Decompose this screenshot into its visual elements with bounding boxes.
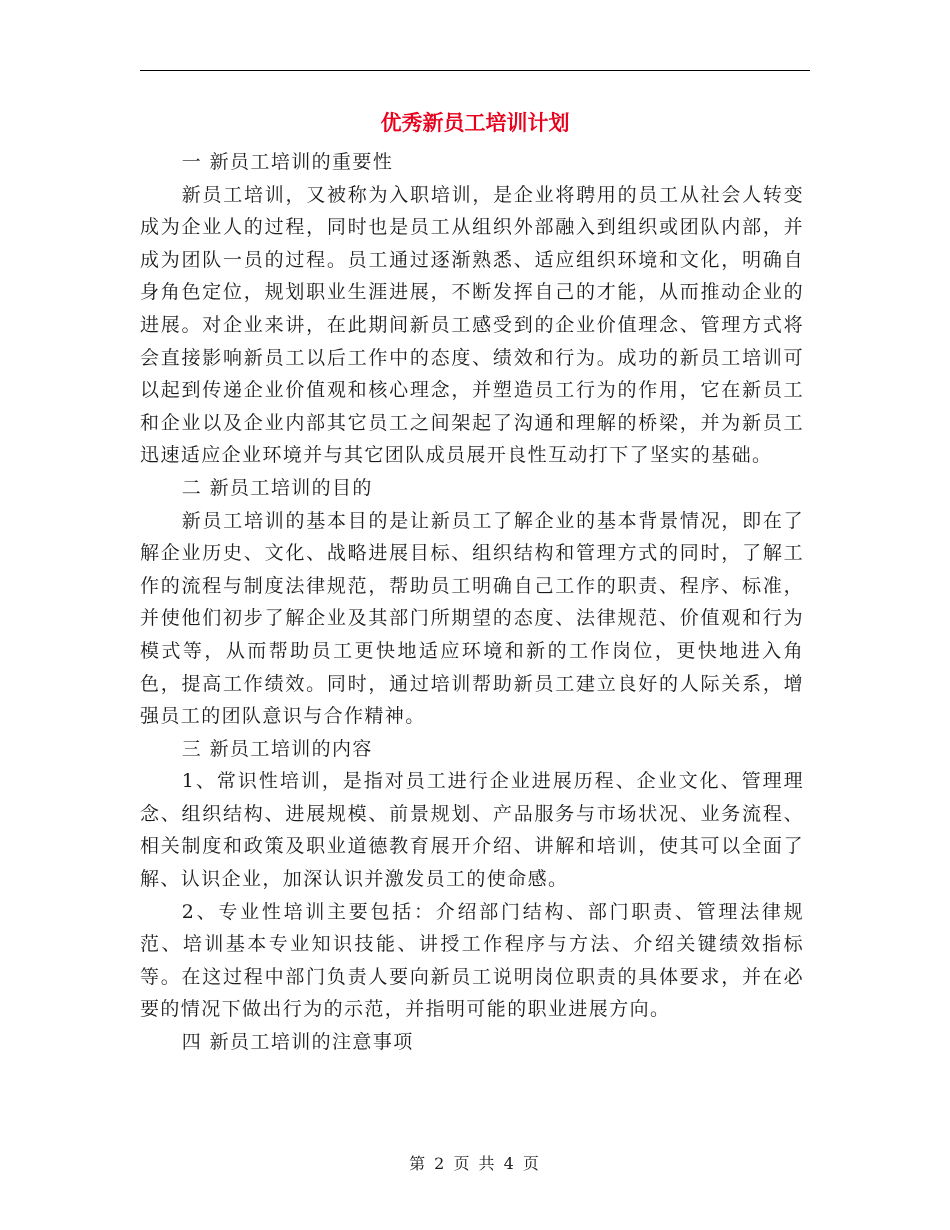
page-footer: 第 2 页 共 4 页 [409,1154,541,1173]
paragraph-purpose: 新员工培训的基本目的是让新员工了解企业的基本背景情况，即在了解企业历史、文化、战略进展目标、组织结构和管理方式的同时，了解工作的流程与制度法律规范，帮助员工明确自己工作的职责、程序、标准，并使他们初步了解企业及其部门所期望的态度、法律规范、价值观和行为模式等，从而帮助员工更快地适应环境和新的工作岗位，更快地进入角色，提高工作绩效。同时，通过培训帮助新员工建立良好的人际关系，增强员工的团队意识与合作精神。 [140,509,804,728]
header-rule [140,70,810,71]
paragraph-common-training: 1、常识性培训，是指对员工进行企业进展历程、企业文化、管理理念、组织结构、进展规模、前景规划、产品服务与市场状况、业务流程、相关制度和政策及职业道德教育展开介绍、讲解和培训，使其可以全面了解、认识企业，加深认识并激发员工的使命感。 [140,770,804,891]
document-body [140,146,804,1059]
section-heading-purpose: 二 新员工培训的目的 [181,476,373,499]
document-title: 优秀新员工培训计划 [380,111,570,135]
paragraph-importance: 新员工培训，又被称为入职培训，是企业将聘用的员工从社会人转变成为企业人的过程，同时也是员工从组织外部融入到组织或团队内部，并成为团队一员的过程。员工通过逐渐熟悉、适应组织环境和文化，明确自身角色定位，规划职业生涯进展，不断发挥自己的才能，从而推动企业的进展。对企业来讲，在此期间新员工感受到的企业价值理念、管理方式将会直接影响新员工以后工作中的态度、绩效和行为。成功的新员工培训可以起到传递企业价值观和核心理念，并塑造员工行为的作用，它在新员工和企业以及企业内部其它员工之间架起了沟通和理解的桥梁，并为新员工迅速适应企业环境并与其它团队成员展开良性互动打下了坚实的基础。 [140,183,804,467]
section-heading-importance: 一 新员工培训的重要性 [181,151,394,173]
section-heading-notes: 四 新员工培训的注意事项 [181,1031,414,1054]
paragraph-professional-training: 2、专业性培训主要包括：介绍部门结构、部门职责、管理法律规范、培训基本专业知识技能、讲授工作程序与方法、介绍关键绩效指标等。在这过程中部门负责人要向新员工说明岗位职责的具体要求，并在必要的情况下做出行为的示范，并指明可能的职业进展方向。 [140,900,804,1021]
section-heading-content: 三 新员工培训的内容 [181,737,373,760]
